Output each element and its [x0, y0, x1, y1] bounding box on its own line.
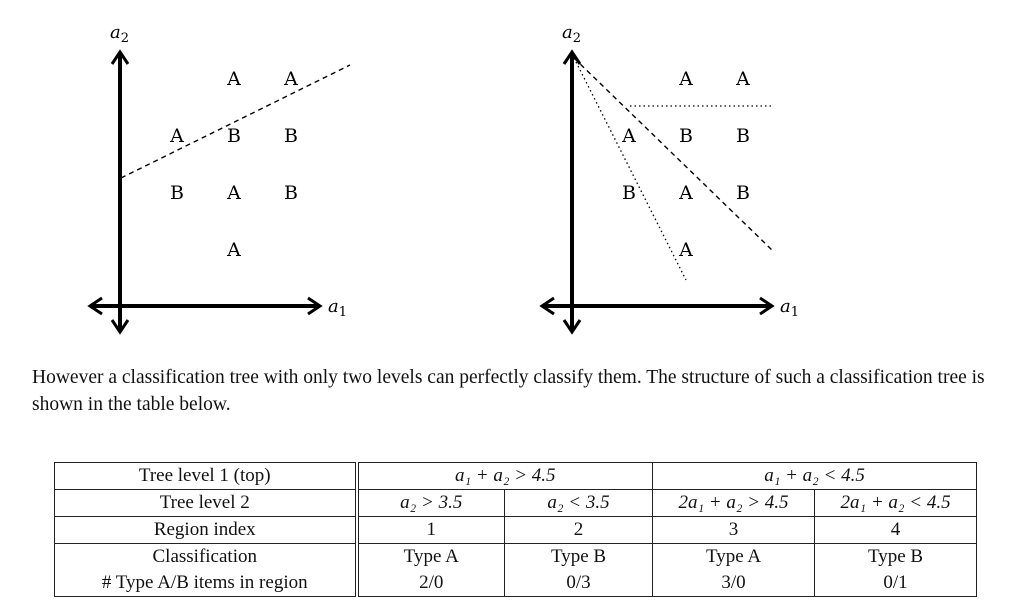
decision-boundary-dotted-diagonal: [574, 58, 686, 280]
table-row-level2: [55, 490, 977, 517]
point-label-a: A: [227, 239, 241, 261]
header-item-counts: # Type A/B items in region: [101, 572, 308, 593]
point-label-a: A: [736, 68, 750, 90]
figure-right: [452, 0, 964, 349]
point-label-a: A: [679, 68, 693, 90]
table-row-level1: [55, 463, 977, 490]
header-classification-and-counts: [55, 544, 357, 597]
figure-left: [0, 0, 512, 349]
points-group-right: [621, 68, 750, 261]
level1-right-condition: a₁ + a₂ < 4.5: [653, 463, 977, 490]
level2-cell: 2a₁ + a₂ > 4.5: [653, 490, 815, 517]
point-label-a: A: [170, 125, 184, 147]
point-label-b: B: [622, 182, 636, 204]
points-group-left: [169, 68, 298, 261]
point-label-b: B: [679, 125, 693, 147]
point-label-b: B: [227, 125, 241, 147]
header-tree-level-2: Tree level 2: [55, 490, 357, 517]
region-index-cell: 2: [505, 517, 653, 544]
count-value: 2/0: [419, 572, 444, 593]
point-label-b: B: [170, 182, 184, 204]
point-label-b: B: [736, 182, 750, 204]
point-label-b: B: [284, 182, 298, 204]
region-index-cell: 4: [815, 517, 977, 544]
point-label-a: A: [622, 125, 636, 147]
table-row-classification: [55, 544, 977, 597]
scatter-plot-left: [0, 0, 512, 345]
region-1-summary: [357, 544, 505, 597]
count-value: 0/1: [883, 572, 908, 593]
level2-cell: a₂ < 3.5: [505, 490, 653, 517]
region-2-summary: [505, 544, 653, 597]
classification-value: Type B: [550, 546, 607, 567]
region-3-summary: [653, 544, 815, 597]
level1-left-condition: a₁ + a₂ > 4.5: [357, 463, 653, 490]
point-label-a: A: [679, 182, 693, 204]
region-index-cell: 1: [357, 517, 505, 544]
y-axis-label: $a_2$: [562, 22, 582, 46]
x-axis-label: $a_1$: [780, 296, 800, 320]
level2-cell: a₂ > 3.5: [357, 490, 505, 517]
scatter-plot-right: [452, 0, 964, 345]
point-label-b: B: [284, 125, 298, 147]
point-label-b: B: [736, 125, 750, 147]
classification-tree-table: [54, 462, 977, 597]
point-label-a: A: [227, 182, 241, 204]
header-region-index: Region index: [55, 517, 357, 544]
count-value: 3/0: [721, 572, 746, 593]
y-axis-label: $a_2$: [110, 22, 130, 46]
header-tree-level-1: Tree level 1 (top): [55, 463, 357, 490]
body-paragraph: However a classification tree with only two levels can perfectly classify them. The structure of such a classification tree is shown in the table below.: [32, 367, 985, 415]
classification-value: Type B: [867, 546, 924, 567]
point-label-a: A: [227, 68, 241, 90]
point-label-a: A: [679, 239, 693, 261]
classification-value: Type A: [705, 546, 762, 567]
x-axis-label: $a_1$: [328, 296, 348, 320]
point-label-a: A: [284, 68, 298, 90]
table-row-region: [55, 517, 977, 544]
count-value: 0/3: [566, 572, 591, 593]
header-classification: Classification: [152, 546, 257, 567]
region-4-summary: [815, 544, 977, 597]
classification-value: Type A: [403, 546, 459, 567]
level2-cell: 2a₁ + a₂ < 4.5: [815, 490, 977, 517]
region-index-cell: 3: [653, 517, 815, 544]
